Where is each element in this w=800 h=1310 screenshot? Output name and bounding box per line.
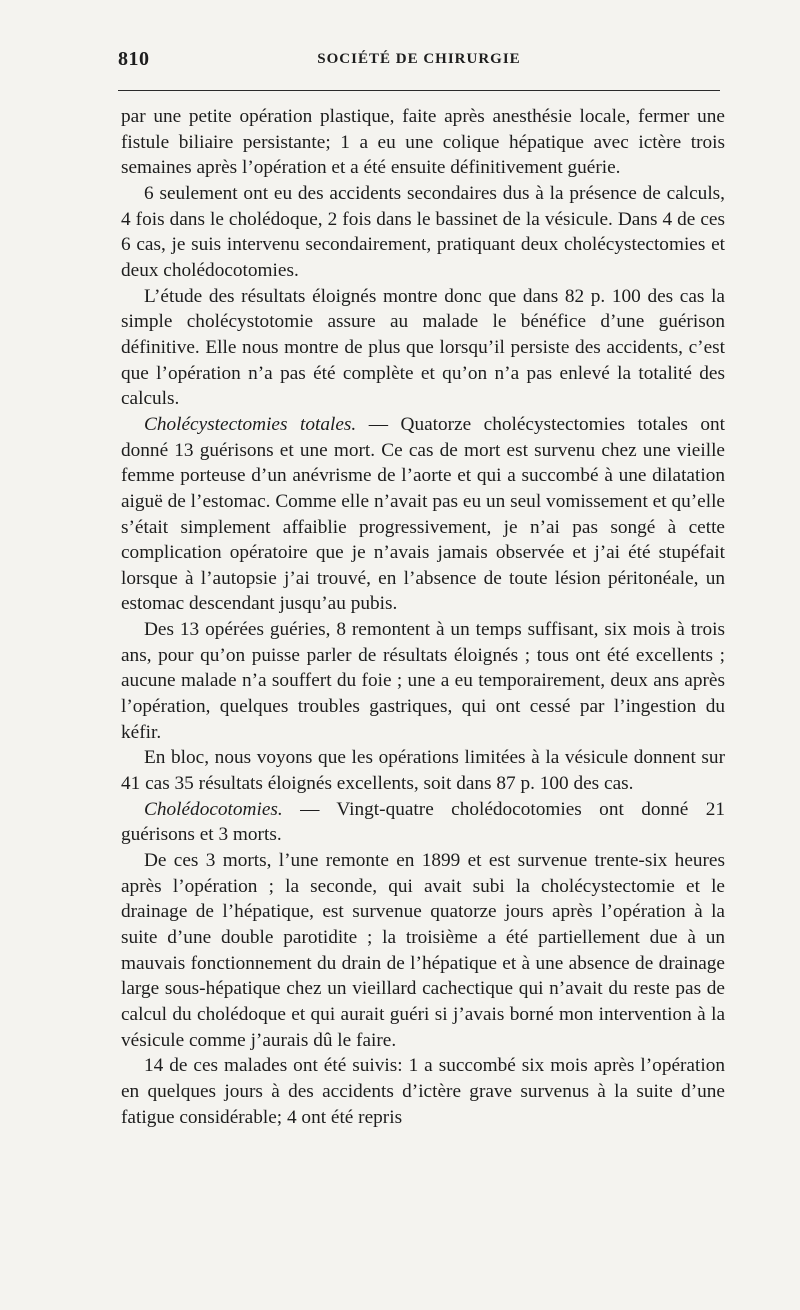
paragraph: Des 13 opérées guéries, 8 remontent à un temps suffisant, six mois à trois ans, pour qu’on puisse parler de résultats éloignés ; tous ont été excellents ; aucune malade n’a souffert du foie ; une a eu temporairement, deux ans après l’opération, quelques troubles gastriques, qui ont cessé par l’ingestion du kéfir.: [121, 619, 725, 743]
paragraph: 14 de ces malades ont été suivis: 1 a succombé six mois après l’opération en quelques jours à des accidents d’ictère grave survenus à la suite d’une fatigue considérable; 4 ont été repris: [121, 1055, 725, 1128]
paragraph: Cholécystectomies totales. — Quatorze cholécystectomies totales ont donné 13 guérisons et une mort. Ce cas de mort est survenu chez une vieille femme porteuse d’un anévrisme de l’aorte et qui a succombé à une dilatation aiguë de l’estomac. Comme elle n’avait pas eu un seul vomissement et qu’elle s’était simplement affaiblie progressivement, je n’ai pas songé à cette complication opératoire que je n’avais jamais observée et j’ai été stupéfait lorsque à l’autopsie j’ai trouvé, en l’absence de toute lésion péritonéale, un estomac descendant jusqu’au pubis.: [121, 413, 725, 615]
page-header: [118, 48, 720, 76]
paragraph: L’étude des résultats éloignés montre donc que dans 82 p. 100 des cas la simple cholécystotomie assure au malade le bénéfice d’une guérison définitive. Elle nous montre de plus que lorsqu’il persiste des accidents, c’est que l’opération n’a pas été complète et qu’on n’a pas enlevé la totalité des calculs.: [121, 285, 725, 410]
body-text: [121, 104, 725, 1130]
section-heading: Cholécystectomies totales.: [144, 413, 357, 435]
paragraph: 6 seulement ont eu des accidents secondaires dus à la présence de calculs, 4 fois dans le cholédoque, 2 fois dans le bassinet de la vésicule. Dans 4 de ces 6 cas, je suis intervenu secondairement, pratiquant deux cholécystectomies et deux cholédocotomies.: [121, 182, 725, 281]
header-rule: [118, 90, 720, 91]
section-heading: Cholédocotomies.: [144, 798, 283, 820]
paragraph: par une petite opération plastique, faite après anesthésie locale, fermer une fistule biliaire persistante; 1 a eu une colique hépatique avec ictère trois semaines après l’opération et a été ensuite définitivement guérie.: [121, 106, 725, 179]
paragraph: Cholédocotomies. — Vingt-quatre cholédocotomies ont donné 21 guérisons et 3 morts.: [121, 798, 725, 846]
page-number: 810: [118, 48, 150, 70]
paragraph: De ces 3 morts, l’une remonte en 1899 et est survenue trente-six heures après l’opération ; la seconde, qui avait subi la cholécystectomie et le drainage de l’hépatique, est survenue quatorze jours après l’opération à la suite d’une double parotidite ; la troisième a été partiellement due à un mauvais fonctionnement du drain de l’hépatique et à une absence de drainage large sous-hépatique chez un vieillard cachectique qui n’avait du reste pas de calcul du cholédoque et qui aurait guéri si j’avais borné mon intervention à la vésicule comme j’aurais dû le faire.: [121, 850, 725, 1051]
running-title: SOCIÉTÉ DE CHIRURGIE: [317, 51, 521, 67]
paragraph: En bloc, nous voyons que les opérations limitées à la vésicule donnent sur 41 cas 35 résultats éloignés excellents, soit dans 87 p. 100 des cas.: [121, 747, 725, 795]
